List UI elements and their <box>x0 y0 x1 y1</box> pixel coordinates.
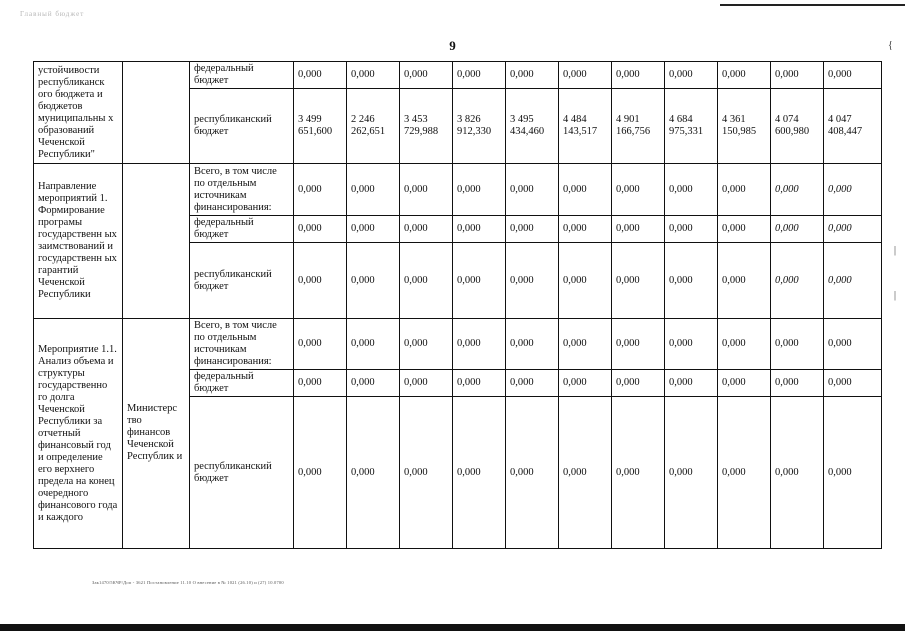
value-cell: 0,000 <box>453 319 506 370</box>
value-cell: 4 074 600,980 <box>771 89 824 164</box>
value-cell: 0,000 <box>506 397 559 549</box>
value-cell: 0,000 <box>771 62 824 89</box>
value-cell: 0,000 <box>771 370 824 397</box>
value-cell: 0,000 <box>824 62 882 89</box>
value-cell: 0,000 <box>347 243 400 319</box>
value-cell: 0,000 <box>665 243 718 319</box>
value-cell: 0,000 <box>824 243 882 319</box>
value-cell: 3 453 729,988 <box>400 89 453 164</box>
value-cell: 0,000 <box>559 62 612 89</box>
funding-source-cell: федеральный бюджет <box>190 216 294 243</box>
value-cell: 0,000 <box>347 397 400 549</box>
value-cell: 0,000 <box>453 216 506 243</box>
value-cell: 0,000 <box>453 397 506 549</box>
responsible-cell <box>123 164 190 319</box>
value-cell: 0,000 <box>506 243 559 319</box>
value-cell: 0,000 <box>824 319 882 370</box>
value-cell: 0,000 <box>771 243 824 319</box>
page-number: 9 <box>449 38 456 53</box>
value-cell: 0,000 <box>347 216 400 243</box>
scan-header-text: Главный бюджет <box>20 10 85 18</box>
value-cell: 0,000 <box>771 397 824 549</box>
budget-table <box>33 61 882 549</box>
value-cell: 0,000 <box>665 370 718 397</box>
value-cell: 0,000 <box>347 164 400 216</box>
value-cell: 4 484 143,517 <box>559 89 612 164</box>
table-row <box>34 62 882 89</box>
top-rule <box>720 4 905 6</box>
value-cell: 0,000 <box>294 164 347 216</box>
value-cell: 0,000 <box>612 62 665 89</box>
funding-source-cell: федеральный бюджет <box>190 62 294 89</box>
value-cell: 0,000 <box>612 216 665 243</box>
value-cell: 4 901 166,756 <box>612 89 665 164</box>
value-cell: 0,000 <box>400 243 453 319</box>
value-cell: 0,000 <box>453 164 506 216</box>
value-cell: 0,000 <box>294 216 347 243</box>
value-cell: 4 361 150,985 <box>718 89 771 164</box>
funding-source-cell: федеральный бюджет <box>190 370 294 397</box>
responsible-cell <box>123 62 190 164</box>
value-cell: 0,000 <box>400 319 453 370</box>
edge-mark: | <box>894 290 897 301</box>
funding-source-cell: республиканский бюджет <box>190 89 294 164</box>
value-cell: 4 047 408,447 <box>824 89 882 164</box>
value-cell: 0,000 <box>400 62 453 89</box>
value-cell: 0,000 <box>665 319 718 370</box>
value-cell: 0,000 <box>665 216 718 243</box>
value-cell: 0,000 <box>400 370 453 397</box>
value-cell: 0,000 <box>347 370 400 397</box>
value-cell: 3 826 912,330 <box>453 89 506 164</box>
value-cell: 0,000 <box>612 397 665 549</box>
value-cell: 0,000 <box>771 319 824 370</box>
value-cell: 0,000 <box>294 62 347 89</box>
funding-source-cell: Всего, в том числе по отдельным источникам финансирования: <box>190 319 294 370</box>
value-cell: 0,000 <box>294 397 347 549</box>
value-cell: 2 246 262,651 <box>347 89 400 164</box>
funding-source-cell: республиканский бюджет <box>190 397 294 549</box>
value-cell: 0,000 <box>771 164 824 216</box>
value-cell: 0,000 <box>453 62 506 89</box>
value-cell: 0,000 <box>612 370 665 397</box>
activity-name-cell: Мероприятие 1.1. Анализ объема и структуры государственно го долга Чеченской Республики за отчетный финансовый год и определение его верхнего предела на конец очередного финансового года и каждого <box>34 319 123 549</box>
value-cell: 0,000 <box>824 370 882 397</box>
value-cell: 0,000 <box>612 243 665 319</box>
value-cell: 0,000 <box>824 397 882 549</box>
value-cell: 0,000 <box>718 370 771 397</box>
value-cell: 0,000 <box>559 243 612 319</box>
value-cell: 0,000 <box>665 397 718 549</box>
value-cell: 3 499 651,600 <box>294 89 347 164</box>
value-cell: 0,000 <box>453 243 506 319</box>
value-cell: 0,000 <box>506 370 559 397</box>
value-cell: 0,000 <box>294 243 347 319</box>
value-cell: 0,000 <box>665 164 718 216</box>
value-cell: 0,000 <box>294 370 347 397</box>
value-cell: 0,000 <box>718 397 771 549</box>
value-cell: 0,000 <box>347 319 400 370</box>
value-cell: 0,000 <box>294 319 347 370</box>
value-cell: 0,000 <box>400 216 453 243</box>
responsible-cell: Министерс тво финансов Чеченской Республик и <box>123 319 190 549</box>
value-cell: 0,000 <box>559 397 612 549</box>
table-row <box>34 319 882 370</box>
value-cell: 0,000 <box>612 164 665 216</box>
value-cell: 0,000 <box>347 62 400 89</box>
value-cell: 0,000 <box>718 243 771 319</box>
value-cell: 0,000 <box>612 319 665 370</box>
value-cell: 0,000 <box>718 62 771 89</box>
value-cell: 0,000 <box>453 370 506 397</box>
value-cell: 0,000 <box>665 62 718 89</box>
value-cell: 0,000 <box>506 62 559 89</box>
value-cell: 0,000 <box>718 164 771 216</box>
value-cell: 0,000 <box>506 319 559 370</box>
value-cell: 0,000 <box>824 164 882 216</box>
value-cell: 0,000 <box>559 370 612 397</box>
table-row <box>34 164 882 216</box>
value-cell: 0,000 <box>506 164 559 216</box>
value-cell: 0,000 <box>400 164 453 216</box>
value-cell: 0,000 <box>718 319 771 370</box>
value-cell: 4 684 975,331 <box>665 89 718 164</box>
value-cell: 0,000 <box>559 164 612 216</box>
value-cell: 3 495 434,460 <box>506 89 559 164</box>
funding-source-cell: республиканский бюджет <box>190 243 294 319</box>
funding-source-cell: Всего, в том числе по отдельным источникам финансирования: <box>190 164 294 216</box>
value-cell: 0,000 <box>824 216 882 243</box>
bottom-rule <box>0 624 905 631</box>
value-cell: 0,000 <box>506 216 559 243</box>
value-cell: 0,000 <box>771 216 824 243</box>
value-cell: 0,000 <box>718 216 771 243</box>
edge-mark: | <box>894 245 897 256</box>
edge-mark: { <box>888 40 893 51</box>
value-cell: 0,000 <box>559 216 612 243</box>
footer-document-code: Зак1470/5КЧР/Доп - 3621 Постановление 11.10 О внесение в № 1021 (26.10) и (27) 10.0700 <box>92 580 284 585</box>
value-cell: 0,000 <box>400 397 453 549</box>
activity-name-cell: Направление мероприятий 1. Формирование програмы государственн ых заимствований и государственн ых гарантий Чеченской Республики <box>34 164 123 319</box>
activity-name-cell: устойчивости республиканск ого бюджета и бюджетов муниципальны х образований Чеченской Республики" <box>34 62 123 164</box>
value-cell: 0,000 <box>559 319 612 370</box>
